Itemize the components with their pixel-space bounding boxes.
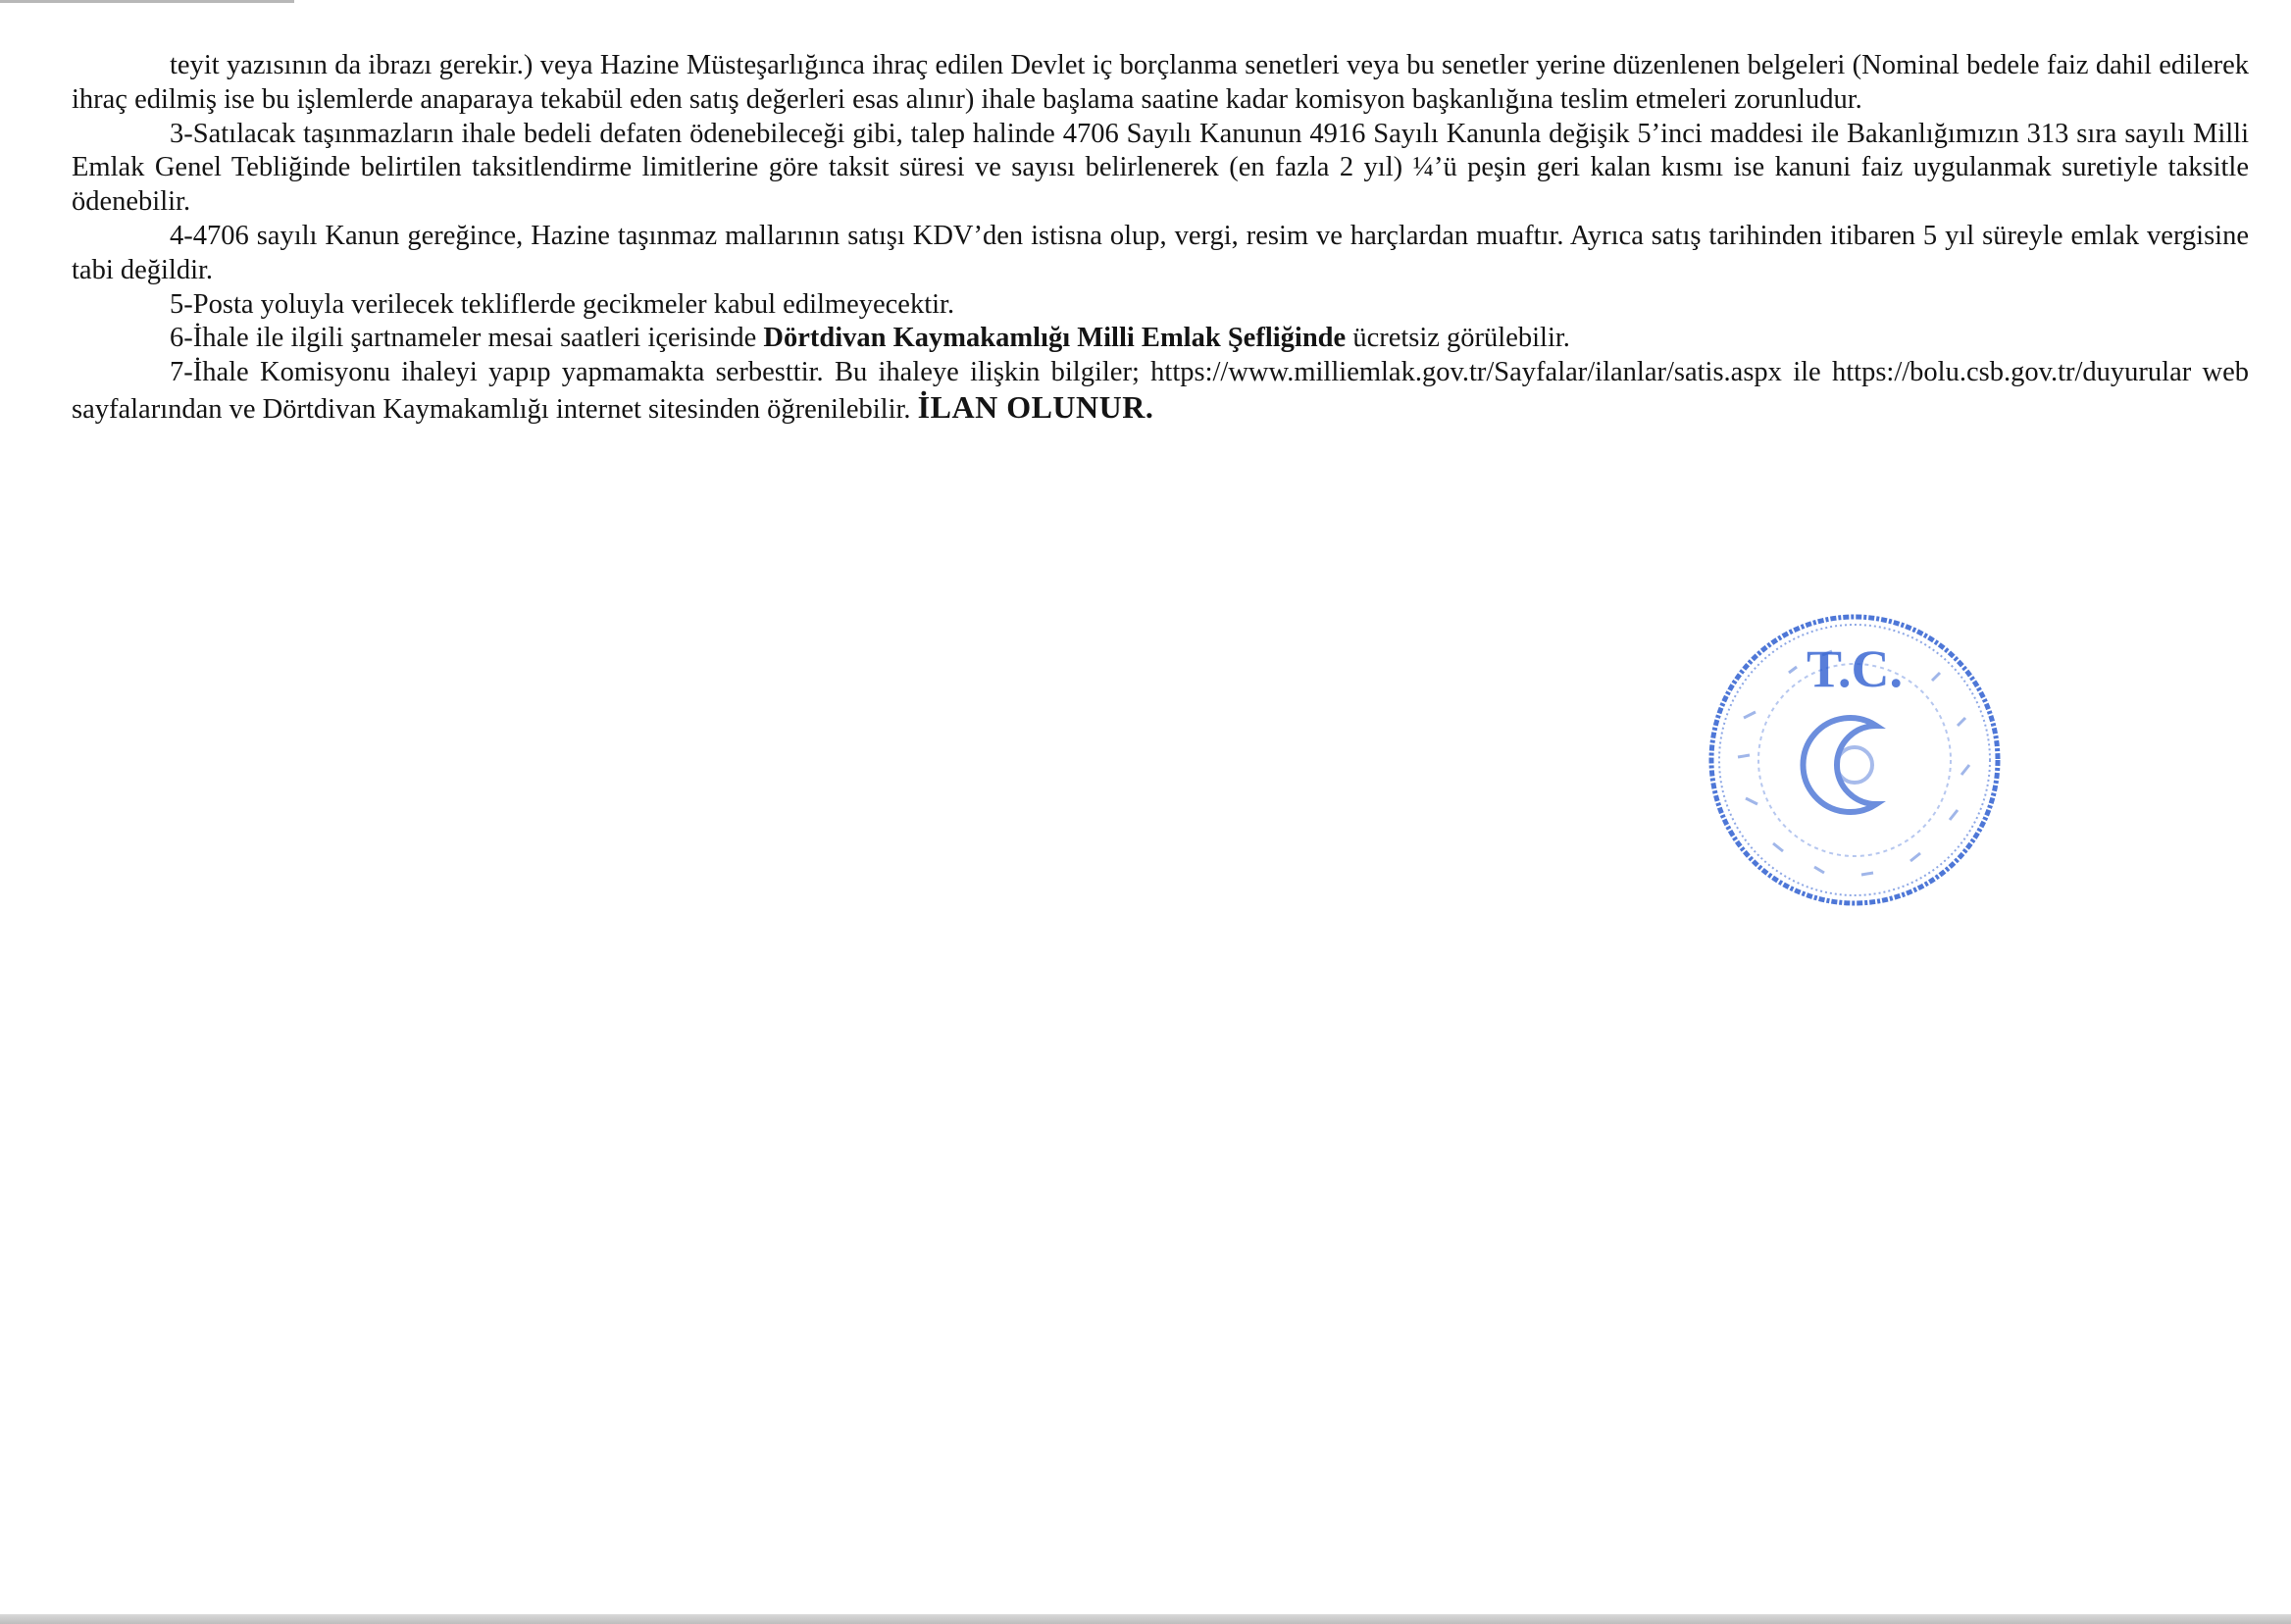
- official-seal-stamp: [1705, 610, 2005, 910]
- seal-text: T.C.: [1806, 639, 1904, 698]
- paragraph-number: 3-: [170, 118, 193, 149]
- closing-statement: İLAN OLUNUR.: [917, 388, 1154, 425]
- paragraph-6: 6-İhale ile ilgili şartnameler mesai saatleri içerisinde Dörtdivan Kaymakamlığı Milli Emlak Şefliğinde ücretsiz görülebilir.: [170, 323, 1570, 354]
- paragraph-3: 3-Satılacak taşınmazların ihale bedeli defaten ödenebileceği gibi, talep halinde 4706 Sayılı Kanunun 4916 Sayılı Kanunla değişik 5’inci maddesi ile Bakanlığımızın 313 sıra sayılı Milli Emlak Genel Tebliğinde belirtilen taksitlendirme limitlerine göre taksit süresi ve sayısı belirlenerek (en fazla 2 yıl) ¼’ü peşin geri kalan kısmı ise kanuni faiz uygulanmak suretiyle taksitle ödenebilir.: [72, 118, 2249, 218]
- paragraph-7: 7-İhale Komisyonu ihaleyi yapıp yapmamakta serbesttir. Bu ihaleye ilişkin bilgiler; https://www.milliemlak.gov.tr/Sayfalar/ilanlar/satis.aspx ile https://bolu.csb.gov.tr/duyurular web sayfalarından ve Dörtdivan Kaymakamlığı internet sitesinden öğrenilebilir. İLAN OLUNUR.: [72, 357, 2249, 425]
- paragraph-number: 6-: [170, 323, 193, 354]
- paragraph-5: 5-Posta yoluyla verilecek tekliflerde gecikmeler kabul edilmeyecektir.: [170, 288, 955, 320]
- paragraph-2-continuation: teyit yazısının da ibrazı gerekir.) veya Hazine Müsteşarlığınca ihraç edilen Devlet iç borçlanma senetleri veya bu senetler yerine düzenlenen belgeleri (Nominal bedele faiz dahil edilerek ihraç edilmiş ise bu işlemlerde anaparaya tekabül eden satış değerleri esas alınır) ihale başlama saatine kadar komisyon başkanlığına teslim etmeleri zorunludur.: [72, 50, 2249, 115]
- scan-bottom-edge: [0, 1614, 2291, 1624]
- paragraph-number: 4-: [170, 220, 193, 251]
- announcement-text: [72, 49, 2249, 428]
- paragraph-number: 5-: [170, 288, 193, 320]
- paragraph-4: 4-4706 sayılı Kanun gereğince, Hazine taşınmaz mallarının satışı KDV’den istisna olup, vergi, resim ve harçlardan muaftır. Ayrıca satış tarihinden itibaren 5 yıl süreyle emlak vergisine tabi değildir.: [72, 220, 2249, 285]
- paragraph-number: 7-: [170, 357, 193, 388]
- office-name-bold: Dörtdivan Kaymakamlığı Milli Emlak Şefliğinde: [763, 323, 1347, 354]
- crescent-star-emblem: [1803, 718, 1876, 812]
- scan-edge-mark: [0, 0, 294, 3]
